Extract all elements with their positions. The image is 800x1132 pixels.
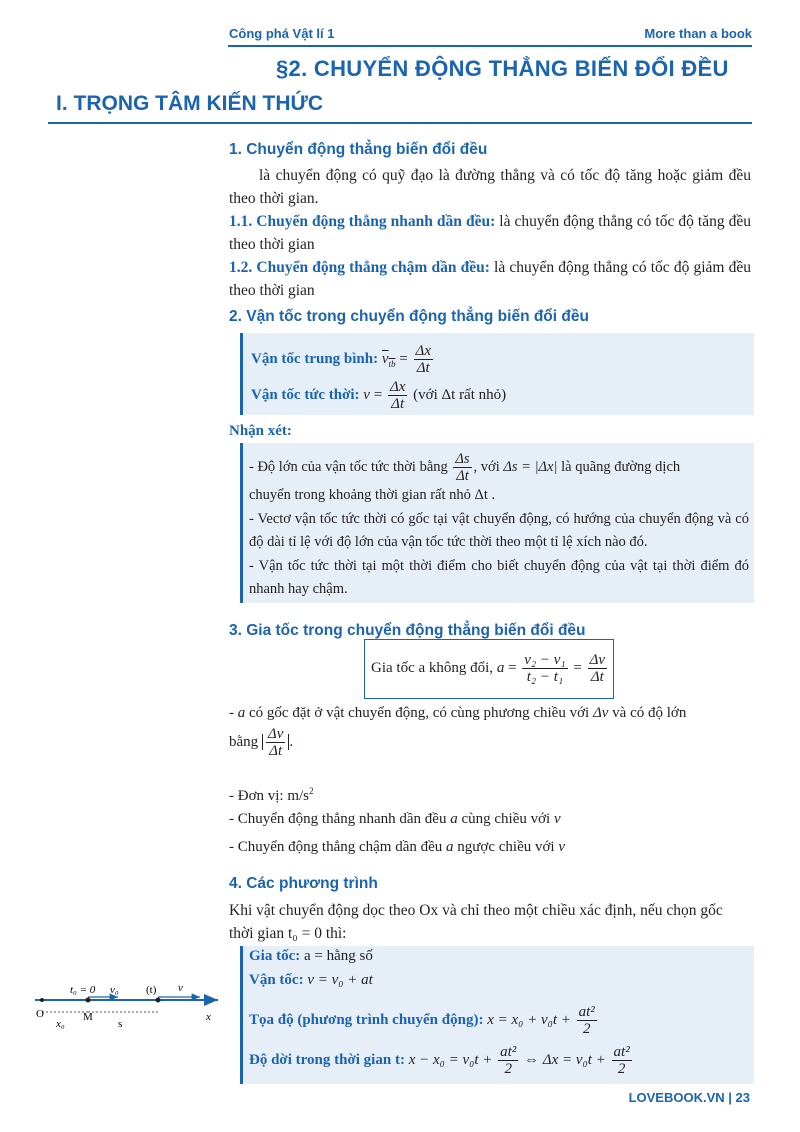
footer-site: LOVEBOOK.VN (628, 1090, 725, 1105)
s1-sub1-label: 1.1. Chuyển động thẳng nhanh dần đều: (229, 213, 496, 230)
section-heading: I. TRỌNG TÂM KIẾN THỨC (56, 92, 324, 115)
eq-acceleration: Gia tốc: a = hằng số (249, 948, 373, 964)
section-rule (48, 122, 752, 124)
point-M (86, 998, 91, 1003)
label-t0: t₀ = 0 (70, 984, 96, 996)
eq-velocity: Vận tốc: v = v₀ + at (249, 972, 373, 988)
s1-sub2 (229, 256, 751, 302)
remark-1: - Độ lớn của vận tốc tức thời bằng $\frac{\Delta s}{\Delta t}$ , với Δs = |Δx| là quãng đường dịch (249, 451, 681, 484)
label-O: O (36, 1008, 44, 1020)
s1-sub1-text2: đều theo thời gian (229, 213, 751, 253)
s1-sub2-text: là chuyển động thẳng có tốc độ giảm (494, 259, 725, 276)
s3-unit: - Đơn vị: $m/s^2$ (229, 786, 314, 804)
page-title: §2. CHUYỂN ĐỘNG THẲNG BIẾN ĐỔI ĐỀU (276, 56, 729, 81)
label-t: (t) (146, 984, 157, 996)
remark-box (240, 443, 754, 603)
s1-sub1 (229, 210, 751, 256)
page-number: 23 (735, 1090, 750, 1105)
s3-slow: - Chuyển động thẳng chậm dần đều a ngược chiều với v (229, 839, 566, 855)
acceleration-formula-box: Gia tốc a không đổi, a = $\frac{\text{v₂ − v₁}}{\text{t₂ − t₁}}$ = $\frac{\Delta v}{\Delta t}$ (364, 639, 614, 699)
velocity-box (240, 333, 754, 415)
equations-box (240, 946, 754, 1084)
s1-sub2-label: 1.2. Chuyển động thẳng chậm dần đều: (229, 259, 490, 276)
s4-heading: 4. Các phương trình (229, 875, 378, 892)
s3-fast: - Chuyển động thẳng nhanh dần đều a cùng chiều với v (229, 811, 561, 827)
label-x: x (206, 1011, 211, 1023)
inst-velocity-label: Vận tốc tức thời: (251, 386, 360, 403)
s1-sub2-text2: đều theo thời gian (229, 259, 752, 299)
motion-diagram (30, 975, 230, 1035)
footer: LOVEBOOK.VN | 23 (628, 1090, 750, 1105)
label-v: v (178, 982, 183, 994)
label-M: M (83, 1011, 93, 1023)
inst-velocity-row: Vận tốc tức thời: v = $\frac{\Delta x}{\Delta t}$ (với Δt rất nhỏ) (251, 379, 507, 412)
s2-heading: 2. Vận tốc trong chuyển động thẳng biến đổi đều (229, 308, 589, 325)
remark-2: - Vectơ vận tốc tức thời có gốc tại vật chuyển động, có hướng của chuyển động và có độ dài tỉ lệ với độ lớn của vận tốc tức thời theo một tỉ lệ xích nào đó. (249, 510, 749, 550)
s1-heading: 1. Chuyển động thẳng biến đổi đều (229, 141, 488, 158)
s3-heading: 3. Gia tốc trong chuyển động thẳng biến đổi đều (229, 622, 586, 639)
remark-1-cont: chuyển trong khoảng thời gian rất nhỏ Δt . (249, 487, 496, 503)
eq-position: Tọa độ (phương trình chuyển động): x = x₀ + v₀t + $\frac{\text{at²}}{2}$ (249, 1004, 595, 1037)
s3-line2: bằng $\frac{\Delta v}{\Delta t}$ . (229, 726, 294, 759)
s3-line1: - a có gốc đặt ở vật chuyển động, có cùng phương chiều với Δv và có độ lớn (229, 705, 687, 721)
avg-velocity-label: Vận tốc trung bình: (251, 350, 379, 367)
point-t (156, 998, 161, 1003)
label-s: s (118, 1018, 123, 1030)
avg-velocity-row: Vận tốc trung bình: $v_{tb}$ = $\frac{\Delta x}{\Delta t}$ (251, 343, 431, 376)
origin-point (40, 998, 44, 1002)
s4-intro: Khi vật chuyển động dọc theo Ox và chỉ theo một chiều xác định, nếu chọn gốc thời gian t₀ = 0 thì: (229, 902, 723, 942)
remark-label: Nhận xét: (229, 423, 292, 439)
s1-text2: theo thời gian. (229, 190, 319, 207)
acc-box-label: Gia tốc a không đổi, (371, 659, 494, 676)
s1-sub1-text: là chuyển động thẳng có tốc độ tăng (499, 213, 725, 230)
s1-text1: là chuyển động có quỹ đạo là đường thẳng và có tốc độ tăng hoặc giảm đều (259, 167, 751, 184)
s1-definition (229, 164, 751, 210)
label-x0: x₀ (56, 1018, 65, 1030)
header-slogan: More than a book (644, 26, 752, 41)
inst-velocity-note: (với Δt rất nhỏ) (413, 386, 507, 403)
eq-displacement: Độ dời trong thời gian t: x − x₀ = v₀t + $\frac{\text{at²}}{2}$ ⇔ Δx = v₀t + $\frac{\text{at²}}{2}$ (249, 1044, 630, 1077)
header-rule (228, 45, 752, 47)
label-v0: v₀ (110, 984, 119, 996)
header-book-title: Công phá Vật lí 1 (229, 26, 335, 41)
remark-3: - Vận tốc tức thời tại một thời điểm cho biết chuyển động của vật tại thời điểm đó nhanh hay chậm. (249, 557, 749, 597)
